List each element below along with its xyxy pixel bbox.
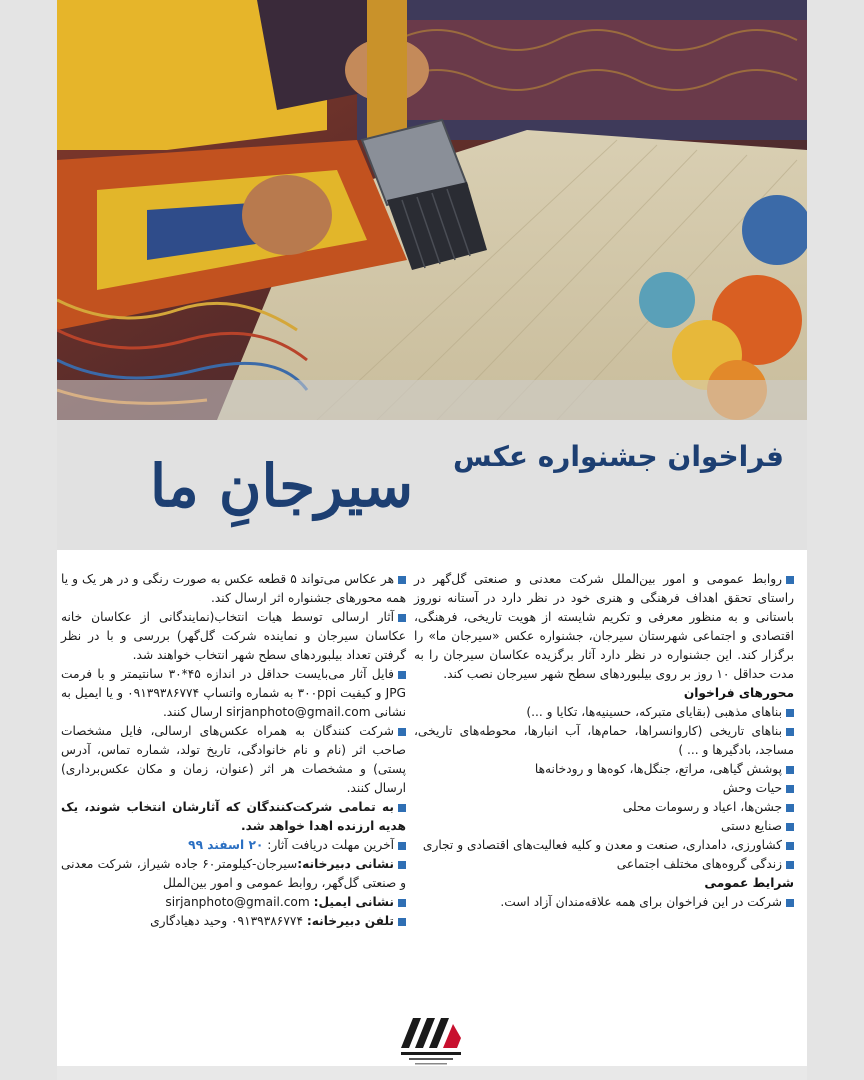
bottom-strip [57,1066,807,1080]
bullet-icon [398,614,406,622]
intro-text: روابط عمومی و امور بین‌الملل شرکت معدنی و صنعتی گل‌گهر در راستای تحقق اهداف فرهنگی و هنری خود در نظر دارد در آستانه نوروز باستانی و به منظور معرفی و تکریم شایسته از هویت تاریخی، فرهنگی، اقتصادی و اجتماعی شهرستان سیرجان، جشنواره عکس «سیرجان ما» را برگزار کند. این جشنواره در نظر دارد آثار برگزیده عکاسان سیرجان را به مدت حداقل ۱۰ روز بر روی بیلبوردهای سطح شهر سیرجان نصب کند. [414,572,794,681]
poster-title: سیرجانِ ما [150,452,414,520]
bullet-icon [786,785,794,793]
bullet-icon [398,842,406,850]
bullet-icon [786,842,794,850]
bullet-icon [786,823,794,831]
bullet-icon [786,899,794,907]
bullet-icon [786,709,794,717]
carpet-weaving-photo [57,0,807,420]
left-column [61,570,406,931]
bullet-icon [786,766,794,774]
bullet-icon [786,728,794,736]
address-line: نشانی دبیرخانه:سیرجان-کیلومتر۶۰ جاده شیراز، شرکت معدنی و صنعتی گل‌گهر، روابط عمومی و امور بین‌الملل [61,857,406,890]
rule-paragraph: فایل آثار می‌بایست حداقل در اندازه ۴۵*۳۰ سانتیمتر و با فرمت JPG و کیفیت ۳۰۰ppi به شماره واتساپ ۰۹۱۳۹۳۸۶۷۷۴ و یا ایمیل به نشانی sirjanphoto@gmail.com ارسال کنند. [61,667,406,719]
bullet-icon [786,576,794,584]
intro-paragraph [414,570,794,684]
topics-heading: محورهای فراخوان [683,686,794,700]
company-logo [397,1008,465,1068]
rule-paragraph: شرکت کنندگان به همراه عکس‌های ارسالی، فایل مشخصات صاحب اثر (نام و نام خانوادگی، تاریخ تولد، شماره تماس، آدرس پستی) و مشخصات هر اثر (عنوان، زمان و مکان عکس‌برداری) ارسال کنند. [61,724,406,795]
bullet-icon [398,861,406,869]
topic-item: صنایع دستی [414,817,794,836]
topic-item: حیات وحش [414,779,794,798]
conditions-heading: شرایط عمومی [704,876,794,890]
poster-subtitle: فراخوان جشنواره عکس [453,440,784,473]
topic-item: بناهای تاریخی (کاروانسراها، حمام‌ها، آب انبارها، محوطه‌های تاریخی، مساجد، بادگیرها و ... ) [414,724,794,757]
bullet-icon [786,804,794,812]
email-value[interactable]: sirjanphoto@gmail.com [165,895,310,909]
bullet-icon [398,899,406,907]
right-column [414,570,794,912]
topic-item: جشن‌ها، اعیاد و رسومات محلی [414,798,794,817]
deadline-value: ۲۰ اسفند ۹۹ [188,838,264,852]
topic-item: کشاورزی، دامداری، صنعت و معدن و کلیه فعالیت‌های اقتصادی و تجاری [414,836,794,855]
phone-value: ۰۹۱۳۹۳۸۶۷۷۴ وحید دهیادگاری [150,914,303,928]
topic-item: زندگی گروه‌های مختلف اجتماعی [414,855,794,874]
right-margin [807,0,864,1080]
bullet-icon [398,671,406,679]
topic-item: بناهای مذهبی (بقایای متبرکه، حسینیه‌ها، تکایا و ...) [414,703,794,722]
bullet-icon [398,918,406,926]
bullet-icon [786,861,794,869]
phone-line: تلفن دبیرخانه: ۰۹۱۳۹۳۸۶۷۷۴ وحید دهیادگاری [61,912,406,931]
gift-note: به تمامی شرکت‌کنندگان که آثارشان انتخاب شوند، یک هدیه ارزنده اهدا خواهد شد. [61,800,406,833]
bullet-icon [398,804,406,812]
bullet-icon [398,576,406,584]
email-line: نشانی ایمیل: sirjanphoto@gmail.com [61,893,406,912]
topic-item: پوشش گیاهی، مراتع، جنگل‌ها، کوه‌ها و رودخانه‌ها [414,760,794,779]
rule-paragraph: آثار ارسالی توسط هیات انتخاب(نمایندگانی از عکاسان خانه عکاسان سیرجان و نماینده شرکت گل‌گهر) بررسی و با در نظر گرفتن تعداد بیلبوردهای سطح شهر انتخاب خواهند شد. [61,610,406,662]
bullet-icon [398,728,406,736]
deadline-line: آخرین مهلت دریافت آثار: ۲۰ اسفند ۹۹ [61,836,406,855]
conditions-item: شرکت در این فراخوان برای همه علاقه‌مندان آزاد است. [414,893,794,912]
rule-paragraph: هر عکاس می‌تواند ۵ قطعه عکس به صورت رنگی و در هر یک و یا همه محورهای جشنواره اثر ارسال کند. [61,572,406,605]
left-margin [0,0,57,1080]
